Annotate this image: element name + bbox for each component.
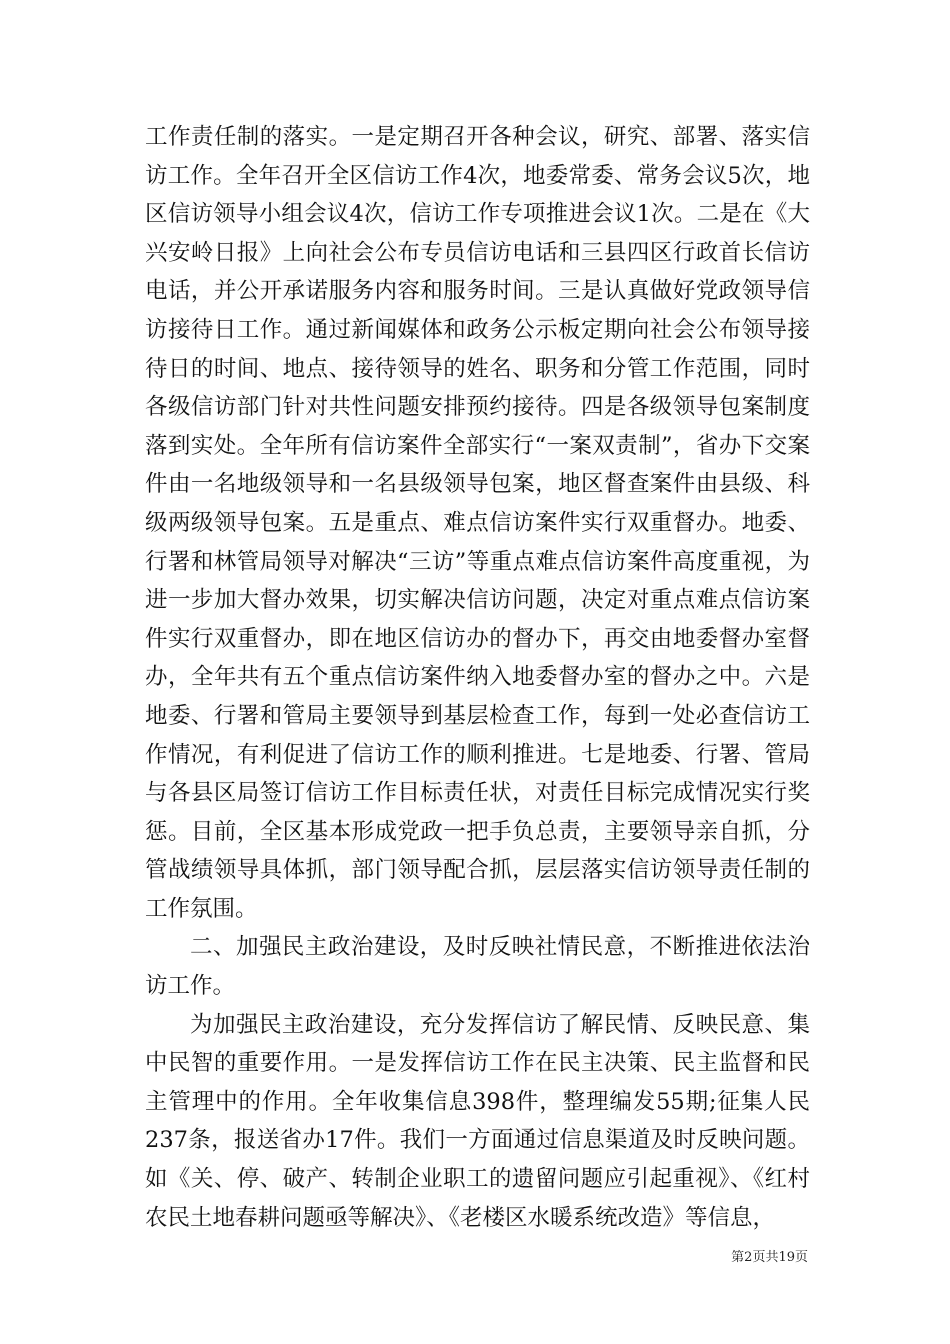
document-body (145, 118, 810, 1237)
section-heading-two: 二、加强民主政治建设，及时反映社情民意，不断推进依法治访工作。 (145, 934, 810, 1000)
page-number-footer: 第2页共19页 (731, 1250, 808, 1265)
paragraph-continued: 工作责任制的落实。一是定期召开各种会议，研究、部署、落实信访工作。全年召开全区信访工作4次，地委常委、常务会议5次，地区信访领导小组会议4次，信访工作专项推进会议1次。二是在《大兴安岭日报》上向社会公布专员信访电话和三县四区行政首长信访电话，并公开承诺服务内容和服务时间。三是认真做好党政领导信访接待日工作。通过新闻媒体和政务公示板定期向社会公布领导接待日的时间、地点、接待领导的姓名、职务和分管工作范围，同时各级信访部门针对共性问题安排预约接待。四是各级领导包案制度落到实处。全年所有信访案件全部实行“一案双责制”，省办下交案件由一名地级领导和一名县级领导包案，地区督查案件由县级、科级两级领导包案。五是重点、难点信访案件实行双重督办。地委、行署和林管局领导对解决“三访”等重点难点信访案件高度重视，为进一步加大督办效果，切实解决信访问题，决定对重点难点信访案件实行双重督办，即在地区信访办的督办下，再交由地委督办室督办，全年共有五个重点信访案件纳入地委督办室的督办之中。六是地委、行署和管局主要领导到基层检查工作，每到一处必查信访工作情况，有利促进了信访工作的顺利推进。七是地委、行署、管局与各县区局签订信访工作目标责任状，对责任目标完成情况实行奖惩。目前，全区基本形成党政一把手负总责，主要领导亲自抓，分管战绩领导具体抓，部门领导配合抓，层层落实信访领导责任制的工作氛围。 (145, 124, 810, 922)
paragraph-section-two-body: 为加强民主政治建设，充分发挥信访了解民情、反映民意、集中民智的重要作用。一是发挥信访工作在民主决策、民主监督和民主管理中的作用。全年收集信息398件，整理编发55期;征集人民237条，报送省办17件。我们一方面通过信息渠道及时反映问题。如《关、停、破产、转制企业职工的遗留问题应引起重视》、《红村农民土地春耕问题亟等解决》、《老楼区水暖系统改造》等信息， (145, 1011, 810, 1231)
